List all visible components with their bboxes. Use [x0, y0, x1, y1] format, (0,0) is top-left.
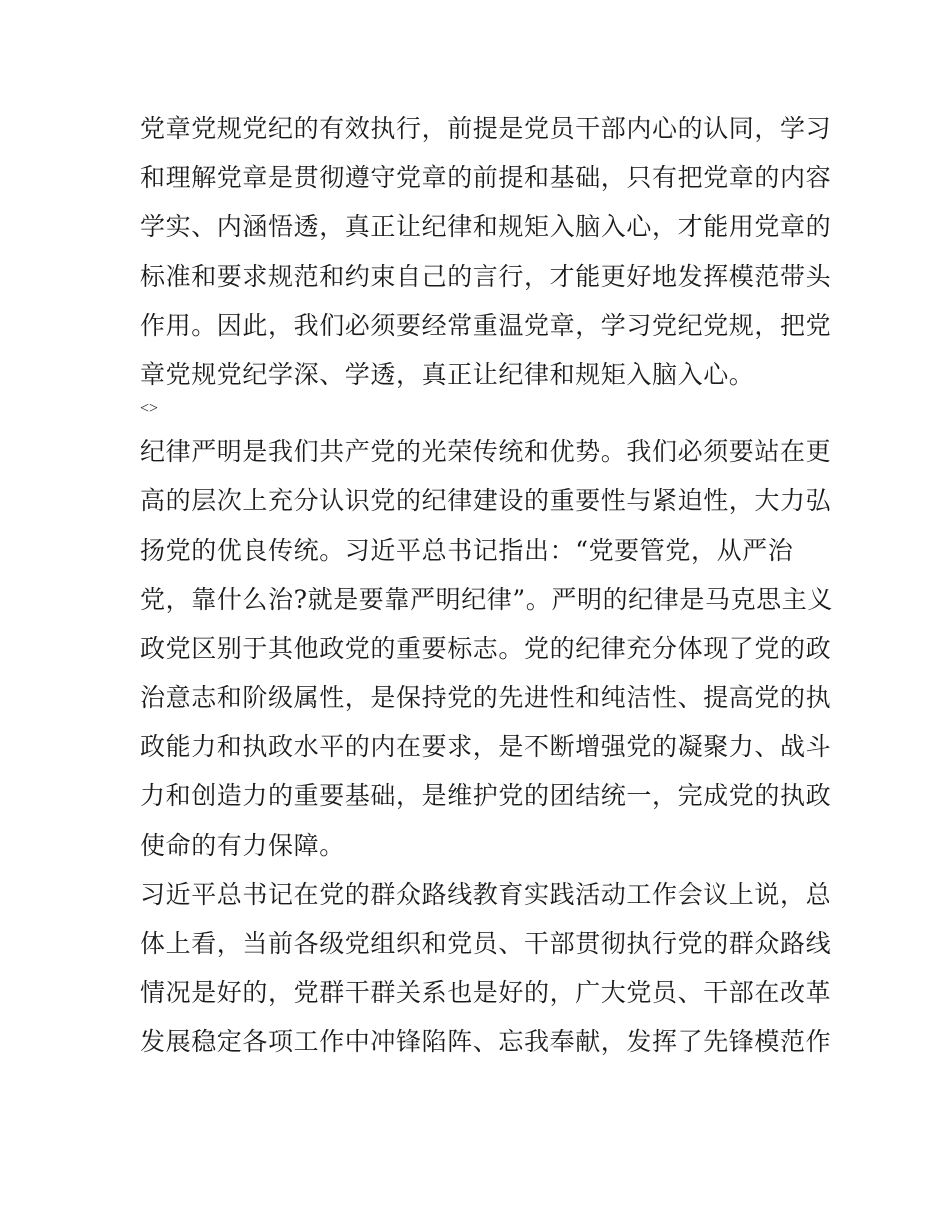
text-line: 章党规党纪学深、学透，真正让纪律和规矩入脑入心。 — [140, 359, 755, 389]
text-line: 习近平总书记在党的群众路线教育实践活动工作会议上说，总 — [140, 879, 832, 909]
paragraph-mass-line — [140, 870, 832, 1067]
text-line: 体上看，当前各级党组织和党员、干部贯彻执行党的群众路线 — [140, 929, 832, 958]
text-line: 治意志和阶级属性，是保持党的先进性和纯洁性、提高党的执 — [140, 683, 832, 713]
text-line: 学实、内涵悟透，真正让纪律和规矩入脑入心，才能用党章的 — [140, 212, 832, 242]
text-line: 党，靠什么治?就是要靠严明纪律”。严明的纪律是马克思主义 — [140, 584, 833, 614]
text-line: 扬党的优良传统。习近平总书记指出：“党要管党，从严治 — [140, 535, 794, 565]
text-line: 作用。因此，我们必须要经常重温党章，学习党纪党规，把党 — [140, 310, 832, 340]
text-line: 纪律严明是我们共产党的光荣传统和优势。我们必须要站在更 — [140, 437, 832, 467]
text-line: 和理解党章是贯彻遵守党章的前提和基础，只有把党章的内容 — [140, 163, 832, 193]
text-line: 政党区别于其他政党的重要标志。党的纪律充分体现了党的政 — [140, 633, 832, 663]
section-marker: <> — [140, 400, 159, 418]
text-line: 政能力和执政水平的内在要求，是不断增强党的凝聚力、战斗 — [140, 732, 832, 762]
text-line: 使命的有力保障。 — [140, 830, 345, 860]
paragraph-party-constitution — [140, 104, 832, 399]
text-line: 高的层次上充分认识党的纪律建设的重要性与紧迫性，大力弘 — [140, 486, 832, 516]
paragraph-discipline — [140, 427, 833, 870]
text-line: 力和创造力的重要基础，是维护党的团结统一，完成党的执政 — [140, 781, 832, 811]
document-body — [140, 104, 833, 1067]
text-line: 发展稳定各项工作中冲锋陷阵、忘我奉献，发挥了先锋模范作 — [140, 1027, 832, 1057]
text-line: 标准和要求规范和约束自己的言行，才能更好地发挥模范带头 — [140, 261, 832, 291]
text-line: 党章党规党纪的有效执行，前提是党员干部内心的认同，学习 — [140, 114, 832, 143]
text-line: 情况是好的，党群干群关系也是好的，广大党员、干部在改革 — [140, 978, 832, 1008]
